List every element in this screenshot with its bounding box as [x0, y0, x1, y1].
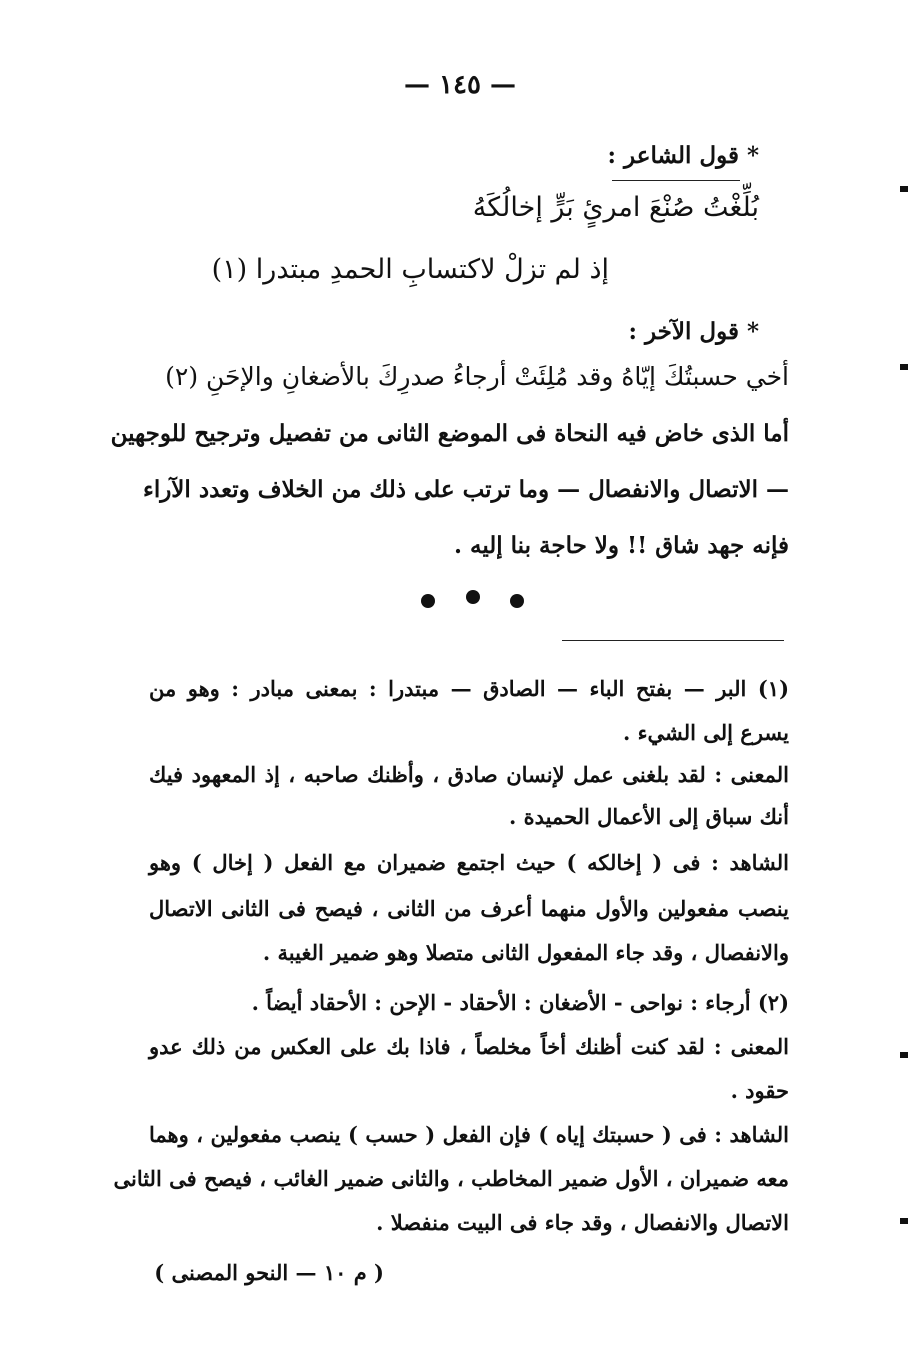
- poem-verse-2: أخي حسبتُكَ إيّاهُ وقد مُلِئَتْ أرجاءُ صدرِكَ بالأضغانِ والإحَنِ (٢): [165, 362, 789, 391]
- page-footer-signature: ( م ١٠ — النحو المصنى ): [154, 1260, 384, 1285]
- footnote-2-line-5: معه ضميران ، الأول ضمير المخاطب ، والثانى ضمير الغائب ، فيصح فى الثانى: [113, 1166, 789, 1191]
- footnote-divider: [562, 640, 784, 641]
- scan-edge-mark: [900, 186, 908, 192]
- intro-underline: [612, 180, 740, 181]
- scan-edge-mark: [900, 364, 908, 370]
- footnote-2-line-2: المعنى : لقد كنت أظنك أخاً مخلصاً ، فاذا بك على العكس من ذلك عدو: [149, 1034, 789, 1059]
- poem-intro-2: * قول الآخر :: [628, 318, 759, 345]
- separator-dot: [510, 594, 524, 608]
- footnote-2-line-3: حقود .: [730, 1078, 789, 1103]
- poem-verse-1b: إذ لم تزلْ لاكتسابِ الحمدِ مبتدرا (١): [211, 254, 609, 285]
- footnote-1-line-4: أنك سباق إلى الأعمال الحميدة .: [508, 804, 789, 829]
- footnote-1-line-1: (١) البر — بفتح الباء — الصادق — مبتدرا : بمعنى مبادر : وهو من: [149, 676, 789, 701]
- footnote-1-line-3: المعنى : لقد بلغنى عمل لإنسان صادق ، وأظنك صاحبه ، إذ المعهود فيك: [149, 762, 789, 787]
- poem-verse-1a: بُلِّغْتُ صُنْعَ امرئٍ بَرٍّ إخالُكَهُ: [472, 192, 759, 223]
- footnote-1-line-2: يسرع إلى الشيء .: [622, 720, 789, 745]
- scan-edge-mark: [900, 1052, 908, 1058]
- poem-intro-1: * قول الشاعر :: [607, 142, 759, 169]
- footnote-2-line-4: الشاهد : فى ( حسبتك إياه ) فإن الفعل ( حسب ) ينصب مفعولين ، وهما: [149, 1122, 789, 1147]
- footnote-2-line-6: الاتصال والانفصال ، وقد جاء فى البيت منفصلا .: [376, 1210, 789, 1235]
- paragraph-line-1: أما الذى خاض فيه النحاة فى الموضع الثانى من تفصيل وترجيح للوجهين: [110, 420, 789, 447]
- page-number: — ١٤٥ —: [403, 70, 517, 100]
- separator-dot: [421, 594, 435, 608]
- footnote-1-line-7: والانفصال ، وقد جاء المفعول الثانى متصلا وهو ضمير الغيبة .: [262, 940, 789, 965]
- footnote-1-line-5: الشاهد : فى ( إخالكه ) حيث اجتمع ضميران مع الفعل ( إخال ) وهو: [149, 850, 789, 875]
- paragraph-line-2: — الاتصال والانفصال — وما ترتب على ذلك من الخلاف وتعدد الآراء: [143, 476, 789, 503]
- paragraph-line-3: فإنه جهد شاق !! ولا حاجة بنا إليه .: [453, 532, 789, 559]
- separator-dot: [466, 590, 480, 604]
- footnote-1-line-6: ينصب مفعولين والأول منهما أعرف من الثانى ، فيصح فى الثانى الاتصال: [149, 896, 789, 921]
- footnote-2-line-1: (٢) أرجاء : نواحى - الأضغان : الأحقاد - الإحن : الأحقاد أيضاً .: [251, 990, 789, 1015]
- scan-edge-mark: [900, 1218, 908, 1224]
